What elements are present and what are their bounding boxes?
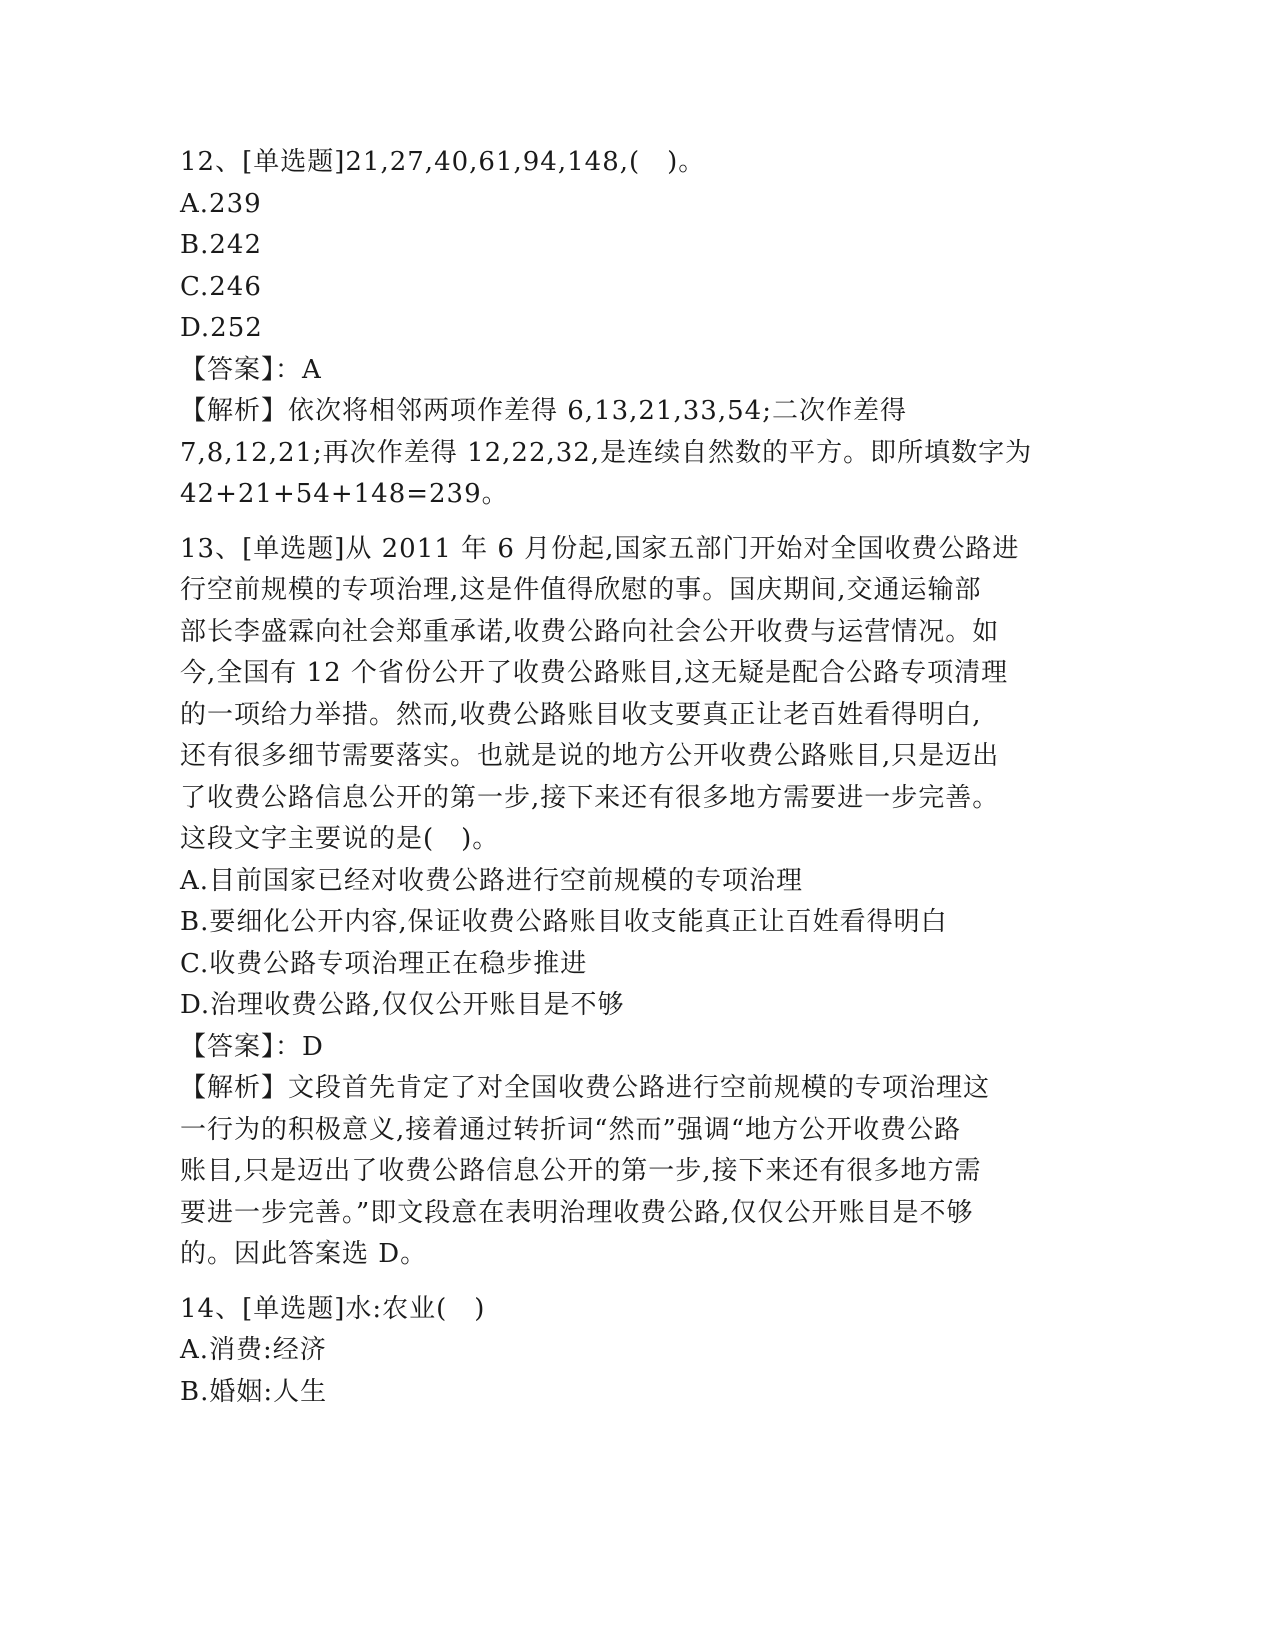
option-a: A.消费:经济	[180, 1335, 327, 1365]
question-header: 13、[单选题]从 2011 年 6 月份起,国家五部门开始对全国收费公路进	[180, 533, 1020, 564]
option-d: D.治理收费公路,仅仅公开账目是不够	[180, 990, 625, 1020]
spacer	[180, 1276, 1040, 1289]
stem-line: 还有很多细节需要落实。也就是说的地方公开收费公路账目,只是迈出	[180, 741, 1000, 771]
stem-line: 的一项给力举措。然而,收费公路账目收支要真正让老百姓看得明白,	[180, 699, 982, 730]
question-header: 14、[单选题]水:农业( )	[180, 1293, 486, 1324]
option-b: B.要细化公开内容,保证收费公路账目收支能真正让百姓看得明白	[180, 907, 948, 937]
option-a: A.239	[180, 188, 262, 219]
option-c: C.收费公路专项治理正在稳步推进	[180, 948, 588, 979]
stem-line: 行空前规模的专项治理,这是件值得欣慰的事。国庆期间,交通运输部	[180, 575, 982, 605]
analysis-line: 42+21+54+148=239。	[180, 479, 509, 509]
question-header: 12、[单选题]21,27,40,61,94,148,( )。	[180, 147, 706, 177]
option-a: A.目前国家已经对收费公路进行空前规模的专项治理	[180, 865, 804, 896]
answer: 【答案】：A	[180, 354, 322, 385]
stem-line: 部长李盛霖向社会郑重承诺,收费公路向社会公开收费与运营情况。如	[180, 616, 1000, 647]
analysis-line: 7,8,12,21;再次作差得 12,22,32,是连续自然数的平方。即所填数字为	[180, 437, 1033, 468]
question-13	[180, 529, 1040, 1276]
analysis-line: 一行为的积极意义,接着通过转折词“然而”强调“地方公开收费公路	[180, 1114, 962, 1145]
analysis-line: 的。因此答案选 D。	[180, 1239, 428, 1269]
option-b: B.242	[180, 230, 262, 260]
question-12	[180, 142, 1040, 516]
option-b: B.婚姻:人生	[180, 1376, 328, 1407]
stem-line: 这段文字主要说的是( )。	[180, 824, 500, 854]
option-c: C.246	[180, 271, 262, 302]
question-14	[180, 1289, 1040, 1414]
answer: 【答案】：D	[180, 1031, 324, 1062]
stem-line: 了收费公路信息公开的第一步,接下来还有很多地方需要进一步完善。	[180, 782, 1000, 813]
stem-line: 今,全国有 12 个省份公开了收费公路账目,这无疑是配合公路专项清理	[180, 658, 1009, 688]
analysis-line: 【解析】依次将相邻两项作差得 6,13,21,33,54;二次作差得	[180, 396, 907, 426]
document-page	[180, 142, 1040, 1413]
option-d: D.252	[180, 313, 263, 343]
analysis-line: 账目,只是迈出了收费公路信息公开的第一步,接下来还有很多地方需	[180, 1156, 982, 1186]
spacer	[180, 516, 1040, 529]
analysis-line: 【解析】文段首先肯定了对全国收费公路进行空前规模的专项治理这	[180, 1073, 991, 1103]
analysis-line: 要进一步完善。”即文段意在表明治理收费公路,仅仅公开账目是不够	[180, 1197, 974, 1228]
